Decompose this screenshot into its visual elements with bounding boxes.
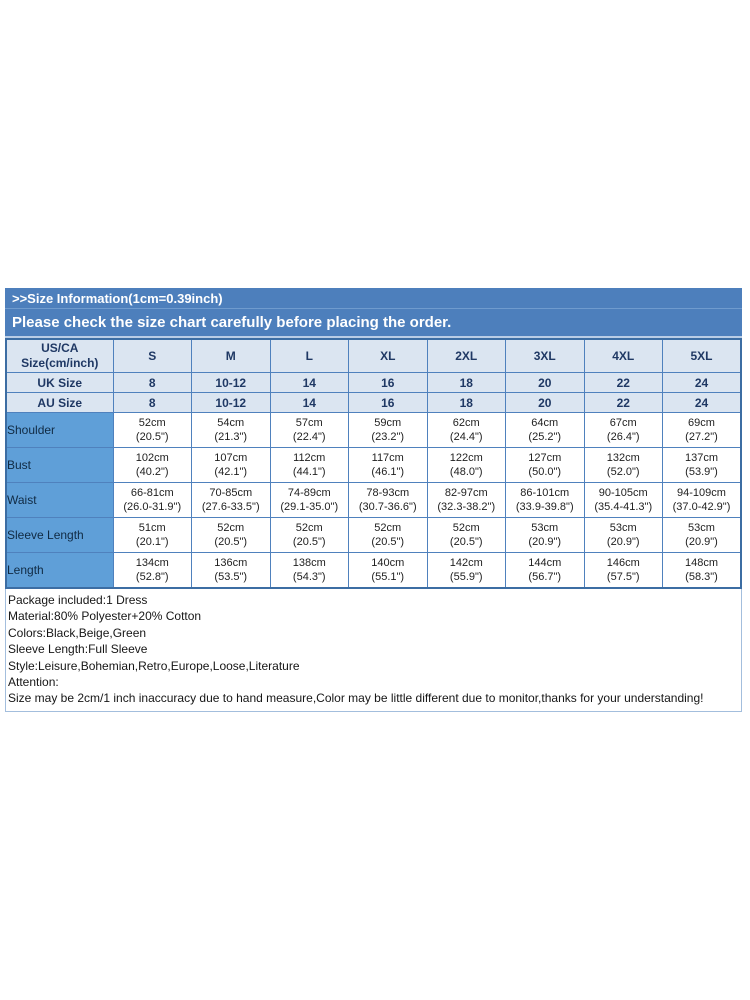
measurement-value-cell: [349, 483, 428, 518]
value-cm: 148cm: [684, 557, 719, 569]
value-cm: 146cm: [606, 557, 640, 569]
measurement-value-cell: [584, 413, 663, 448]
value-inch: (57.5"): [606, 571, 640, 583]
value-inch: (26.4"): [606, 431, 640, 443]
measurement-value-cell: [506, 413, 585, 448]
measurement-value-cell: [349, 518, 428, 553]
size-col-header: 3XL: [506, 339, 585, 373]
au-size-value: 20: [506, 393, 585, 413]
size-info-title: >>Size Information(1cm=0.39inch): [12, 291, 223, 306]
value-inch: (22.4"): [292, 431, 326, 443]
value-cm: 52cm: [295, 522, 323, 534]
measurement-value-cell: [270, 413, 349, 448]
value-inch: (21.3"): [214, 431, 248, 443]
measurement-value-cell: [584, 553, 663, 589]
measurement-value-cell: [427, 413, 506, 448]
measurement-value-cell: [349, 448, 428, 483]
measurement-value-cell: [663, 413, 742, 448]
measurement-value-cell: [427, 553, 506, 589]
value-cm: 102cm: [135, 452, 169, 464]
uk-size-value: 18: [427, 373, 506, 393]
value-inch: (20.5"): [371, 536, 405, 548]
value-cm: 144cm: [528, 557, 562, 569]
measurement-value-cell: [506, 553, 585, 589]
measurement-row: [6, 483, 741, 518]
value-cm: 82-97cm: [444, 487, 488, 499]
measurement-value-cell: [113, 448, 192, 483]
value-cm: 54cm: [217, 417, 245, 429]
measurement-value-cell: [349, 413, 428, 448]
au-size-value: 10-12: [192, 393, 271, 413]
value-cm: 90-105cm: [598, 487, 648, 499]
size-col-header: XL: [349, 339, 428, 373]
measurement-label: Length: [6, 553, 113, 589]
measurement-row: [6, 448, 741, 483]
au-size-value: 22: [584, 393, 663, 413]
value-inch: (29.1-35.0"): [280, 501, 339, 513]
value-cm: 53cm: [609, 522, 637, 534]
measurement-value-cell: [349, 553, 428, 589]
value-inch: (33.9-39.8"): [515, 501, 574, 513]
size-col-header: 5XL: [663, 339, 742, 373]
value-cm: 134cm: [135, 557, 169, 569]
au-size-row: [6, 393, 741, 413]
value-inch: (58.3"): [685, 571, 718, 583]
size-chart-corner-cell: [6, 339, 113, 373]
value-cm: 78-93cm: [366, 487, 410, 499]
value-inch: (44.1"): [292, 466, 326, 478]
measurement-value-cell: [270, 483, 349, 518]
value-inch: (27.6-33.5"): [201, 501, 260, 513]
measurement-value-cell: [270, 518, 349, 553]
size-col-header: M: [192, 339, 271, 373]
measurement-value-cell: [663, 553, 742, 589]
value-cm: 52cm: [452, 522, 480, 534]
size-info-section: [5, 288, 742, 712]
product-info-line: Colors:Black,Beige,Green: [8, 625, 147, 640]
value-inch: (35.4-41.3"): [594, 501, 653, 513]
value-inch: (55.1"): [371, 571, 405, 583]
au-size-label: AU Size: [6, 393, 113, 413]
product-info-line: Sleeve Length:Full Sleeve: [8, 642, 148, 657]
value-inch: (42.1"): [214, 466, 248, 478]
value-inch: (20.9"): [685, 536, 718, 548]
value-cm: 94-109cm: [677, 487, 726, 499]
measurement-value-cell: [113, 518, 192, 553]
value-cm: 136cm: [214, 557, 248, 569]
value-cm: 140cm: [371, 557, 405, 569]
uk-size-value: 16: [349, 373, 428, 393]
value-inch: (52.0"): [606, 466, 640, 478]
measurement-value-cell: [427, 483, 506, 518]
value-cm: 122cm: [449, 452, 483, 464]
value-inch: (25.2"): [528, 431, 562, 443]
uk-size-value: 14: [270, 373, 349, 393]
value-cm: 59cm: [374, 417, 402, 429]
measurement-value-cell: [113, 553, 192, 589]
au-size-value: 8: [113, 393, 192, 413]
value-cm: 142cm: [449, 557, 483, 569]
size-check-notice-bar: [5, 309, 742, 338]
value-cm: 138cm: [292, 557, 326, 569]
value-cm: 52cm: [138, 417, 166, 429]
measurement-value-cell: [663, 448, 742, 483]
value-cm: 53cm: [688, 522, 715, 534]
value-cm: 117cm: [371, 452, 404, 464]
uk-size-row: [6, 373, 741, 393]
measurement-row: [6, 413, 741, 448]
au-size-value: 16: [349, 393, 428, 413]
value-cm: 86-101cm: [520, 487, 570, 499]
product-info-line: Material:80% Polyester+20% Cotton: [8, 609, 202, 624]
measurement-value-cell: [113, 483, 192, 518]
value-inch: (50.0"): [528, 466, 562, 478]
measurement-label: Waist: [6, 483, 113, 518]
value-cm: 66-81cm: [130, 487, 174, 499]
uk-size-value: 20: [506, 373, 585, 393]
value-inch: (56.7"): [528, 571, 562, 583]
value-inch: (53.5"): [214, 571, 248, 583]
value-cm: 137cm: [684, 452, 719, 464]
value-inch: (37.0-42.9"): [672, 501, 731, 513]
value-inch: (30.7-36.6"): [358, 501, 417, 513]
value-cm: 74-89cm: [287, 487, 331, 499]
value-inch: (53.9"): [685, 466, 718, 478]
product-info-block: [5, 589, 742, 712]
value-inch: (20.1"): [135, 536, 169, 548]
value-inch: (20.5"): [214, 536, 248, 548]
corner-line1: US/CA: [41, 341, 79, 355]
value-cm: 52cm: [217, 522, 245, 534]
value-inch: (48.0"): [449, 466, 483, 478]
size-col-header: S: [113, 339, 192, 373]
measurement-value-cell: [192, 413, 271, 448]
size-header-row: [6, 339, 741, 373]
value-cm: 53cm: [531, 522, 559, 534]
measurement-value-cell: [584, 448, 663, 483]
value-inch: (26.0-31.9"): [123, 501, 182, 513]
measurement-value-cell: [506, 518, 585, 553]
measurement-label: Sleeve Length: [6, 518, 113, 553]
value-inch: (20.5"): [449, 536, 483, 548]
value-inch: (32.3-38.2"): [437, 501, 496, 513]
value-inch: (20.5"): [292, 536, 326, 548]
value-inch: (23.2"): [371, 431, 405, 443]
measurement-value-cell: [427, 518, 506, 553]
product-info-line: Attention:: [8, 675, 59, 690]
value-inch: (46.1"): [371, 466, 405, 478]
measurement-value-cell: [192, 553, 271, 589]
size-col-header: 2XL: [427, 339, 506, 373]
value-cm: 127cm: [528, 452, 562, 464]
measurement-row: [6, 518, 741, 553]
size-col-header: L: [270, 339, 349, 373]
uk-size-value: 22: [584, 373, 663, 393]
value-inch: (27.2"): [685, 431, 718, 443]
value-cm: 57cm: [295, 417, 323, 429]
au-size-value: 14: [270, 393, 349, 413]
value-cm: 69cm: [688, 417, 715, 429]
measurement-value-cell: [506, 448, 585, 483]
value-cm: 112cm: [293, 452, 326, 464]
measurement-label: Bust: [6, 448, 113, 483]
product-info-line: Size may be 2cm/1 inch inaccuracy due to hand measure,Color may be little different due to monitor,thanks for your understanding!: [8, 691, 704, 706]
au-size-value: 18: [427, 393, 506, 413]
size-chart-table: [5, 338, 742, 589]
value-inch: (20.9"): [528, 536, 562, 548]
measurement-value-cell: [584, 518, 663, 553]
product-info-line: Package included:1 Dress: [8, 593, 148, 607]
measurement-label: Shoulder: [6, 413, 113, 448]
value-cm: 70-85cm: [209, 487, 253, 499]
uk-size-label: UK Size: [6, 373, 113, 393]
value-cm: 107cm: [214, 452, 248, 464]
value-inch: (52.8"): [135, 571, 169, 583]
value-inch: (20.5"): [135, 431, 169, 443]
measurement-value-cell: [663, 483, 742, 518]
product-info-line: Style:Leisure,Bohemian,Retro,Europe,Loose,Literature: [8, 658, 300, 673]
size-col-header: 4XL: [584, 339, 663, 373]
measurement-row: [6, 553, 741, 589]
measurement-value-cell: [192, 518, 271, 553]
corner-line2: Size(cm/inch): [21, 356, 99, 370]
measurement-value-cell: [663, 518, 742, 553]
value-inch: (54.3"): [292, 571, 326, 583]
uk-size-value: 24: [663, 373, 742, 393]
value-cm: 62cm: [452, 417, 480, 429]
value-cm: 51cm: [138, 522, 166, 534]
measurement-value-cell: [192, 483, 271, 518]
measurement-value-cell: [270, 448, 349, 483]
size-check-notice: Please check the size chart carefully before placing the order.: [12, 314, 452, 331]
size-info-header-bar: [5, 288, 742, 309]
measurement-value-cell: [584, 483, 663, 518]
value-inch: (20.9"): [606, 536, 640, 548]
measurement-value-cell: [192, 448, 271, 483]
uk-size-value: 8: [113, 373, 192, 393]
measurement-value-cell: [113, 413, 192, 448]
value-inch: (24.4"): [449, 431, 483, 443]
measurement-value-cell: [506, 483, 585, 518]
value-inch: (55.9"): [449, 571, 483, 583]
uk-size-value: 10-12: [192, 373, 271, 393]
au-size-value: 24: [663, 393, 742, 413]
value-cm: 52cm: [374, 522, 402, 534]
value-cm: 67cm: [609, 417, 637, 429]
value-cm: 132cm: [606, 452, 640, 464]
measurement-value-cell: [270, 553, 349, 589]
measurement-value-cell: [427, 448, 506, 483]
value-cm: 64cm: [531, 417, 559, 429]
value-inch: (40.2"): [135, 466, 169, 478]
